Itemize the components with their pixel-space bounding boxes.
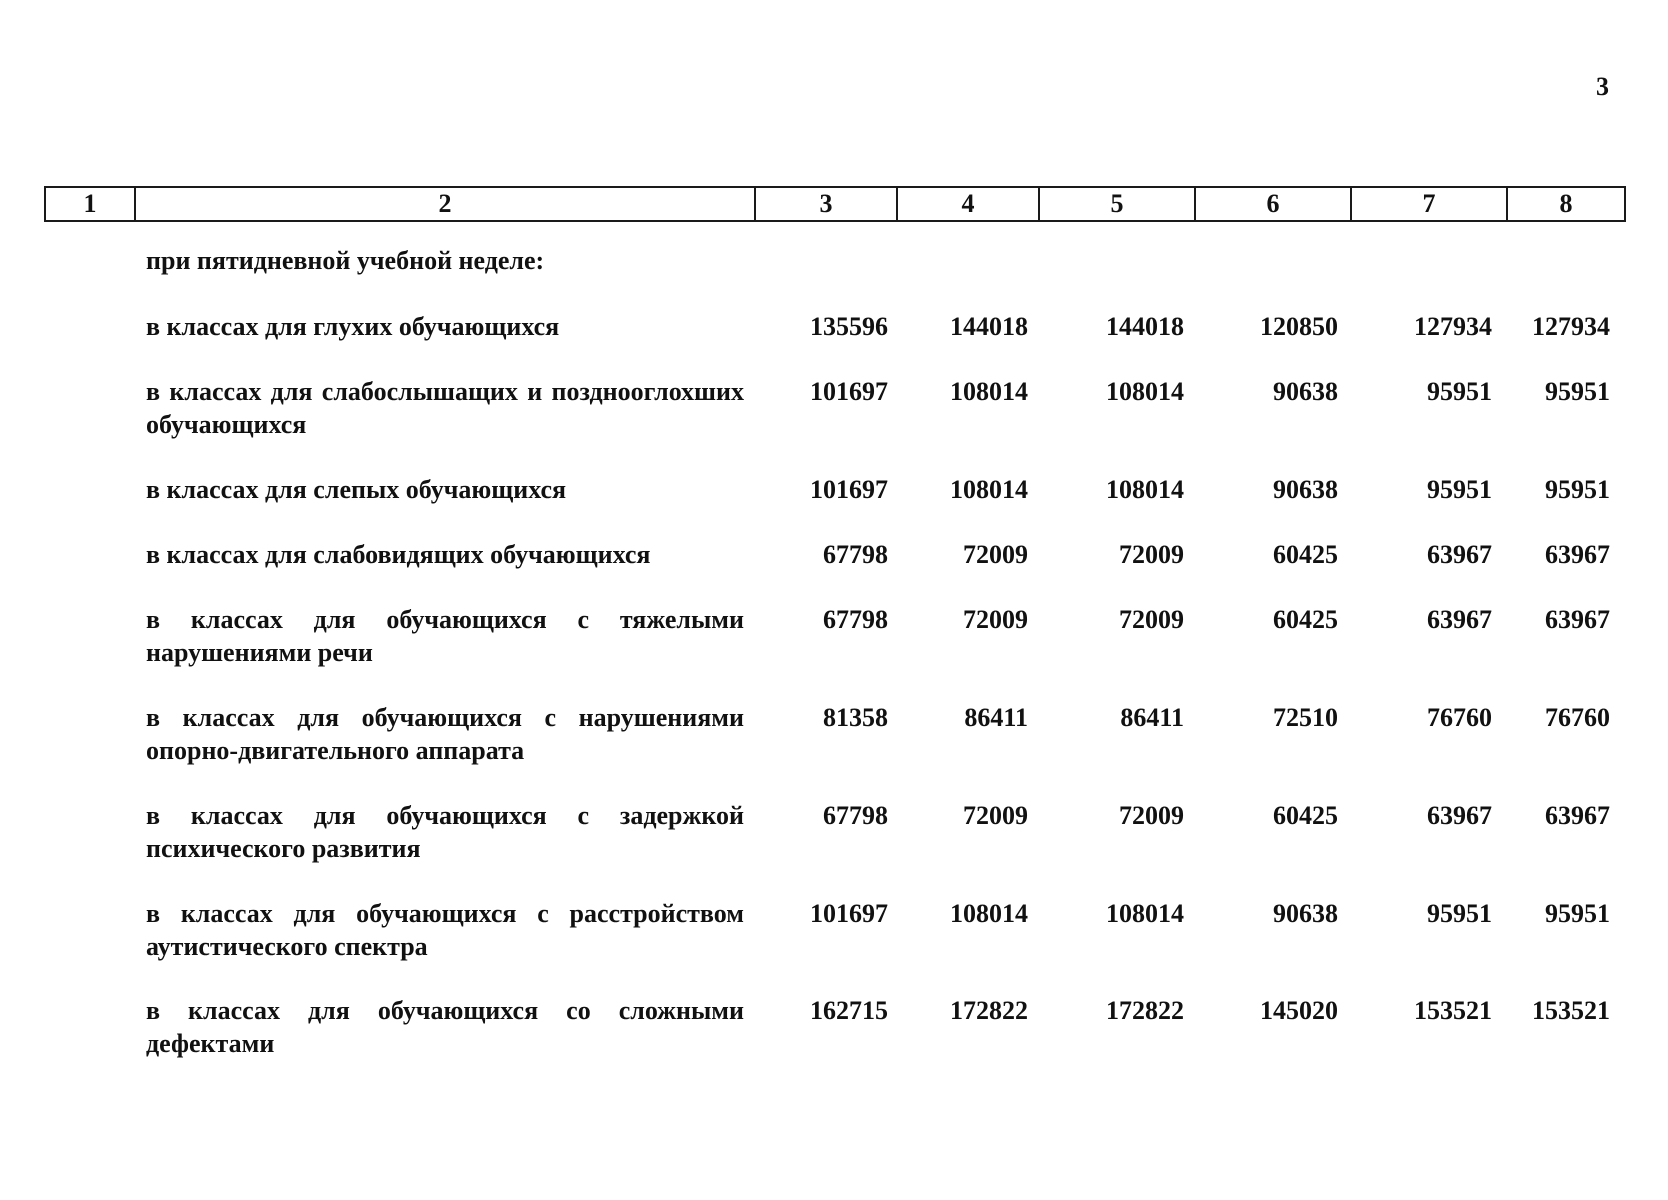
row-label: в классах для глухих обучающихся [146,312,560,341]
cell-col-3: 81358 [823,703,888,732]
cell-col-7: 63967 [1427,801,1492,830]
row-label: в классах для обучающихся с нарушениями опорно-двигательного аппарата [146,703,744,765]
section-title: при пятидневной учебной неделе: [146,246,545,275]
cell-col-5: 108014 [1106,475,1184,504]
row-label: в классах для обучающихся с задержкой психического развития [146,801,744,863]
row-label: в классах для обучающихся со сложными дефектами [146,996,744,1058]
cell-col-6: 72510 [1273,703,1338,732]
cell-col-4: 72009 [963,540,1028,569]
cell-col-7: 95951 [1427,377,1492,406]
cell-col-3: 101697 [810,377,888,406]
cell-col-3: 67798 [823,540,888,569]
cell-col-7: 76760 [1427,703,1492,732]
cell-col-6: 90638 [1273,475,1338,504]
header-col-7: 7 [1351,187,1507,221]
cell-col-5: 108014 [1106,899,1184,928]
row-label: в классах для слабослышащих и позднооглохших обучающихся [146,377,744,439]
cell-col-5: 108014 [1106,377,1184,406]
cell-col-4: 72009 [963,801,1028,830]
cell-col-8: 95951 [1545,899,1610,928]
cell-col-5: 86411 [1120,703,1184,732]
cell-col-5: 72009 [1119,540,1184,569]
cell-col-8: 63967 [1545,605,1610,634]
cell-col-4: 144018 [950,312,1028,341]
cell-col-4: 86411 [964,703,1028,732]
cell-col-6: 60425 [1273,801,1338,830]
cell-col-6: 60425 [1273,540,1338,569]
header-col-6: 6 [1195,187,1351,221]
cell-col-6: 120850 [1260,312,1338,341]
column-number-header [44,186,1626,222]
cell-col-6: 90638 [1273,377,1338,406]
cell-col-7: 95951 [1427,475,1492,504]
cell-col-3: 101697 [810,899,888,928]
header-col-8: 8 [1507,187,1625,221]
header-col-2: 2 [135,187,755,221]
cell-col-3: 135596 [810,312,888,341]
cell-col-8: 95951 [1545,475,1610,504]
cell-col-3: 101697 [810,475,888,504]
cell-col-4: 108014 [950,899,1028,928]
row-label: в классах для слабовидящих обучающихся [146,540,651,569]
cell-col-5: 72009 [1119,801,1184,830]
cell-col-8: 63967 [1545,801,1610,830]
cell-col-6: 145020 [1260,996,1338,1025]
header-col-5: 5 [1039,187,1195,221]
cell-col-3: 67798 [823,801,888,830]
cell-col-5: 72009 [1119,605,1184,634]
row-label: в классах для слепых обучающихся [146,475,567,504]
header-col-4: 4 [897,187,1039,221]
cell-col-4: 108014 [950,377,1028,406]
header-col-1: 1 [45,187,135,221]
cell-col-4: 108014 [950,475,1028,504]
cell-col-8: 153521 [1532,996,1610,1025]
cell-col-6: 90638 [1273,899,1338,928]
cell-col-7: 153521 [1414,996,1492,1025]
cell-col-3: 67798 [823,605,888,634]
cell-col-3: 162715 [810,996,888,1025]
cell-col-7: 95951 [1427,899,1492,928]
cell-col-6: 60425 [1273,605,1338,634]
cell-col-7: 127934 [1414,312,1492,341]
page-number: 3 [1596,72,1609,101]
cell-col-8: 95951 [1545,377,1610,406]
header-col-3: 3 [755,187,897,221]
cell-col-5: 172822 [1106,996,1184,1025]
cell-col-8: 76760 [1545,703,1610,732]
row-label: в классах для обучающихся с расстройством аутистического спектра [146,899,744,961]
cell-col-4: 72009 [963,605,1028,634]
row-label: в классах для обучающихся с тяжелыми нарушениями речи [146,605,744,667]
cell-col-8: 127934 [1532,312,1610,341]
cell-col-5: 144018 [1106,312,1184,341]
cell-col-4: 172822 [950,996,1028,1025]
cell-col-7: 63967 [1427,540,1492,569]
cell-col-7: 63967 [1427,605,1492,634]
cell-col-8: 63967 [1545,540,1610,569]
